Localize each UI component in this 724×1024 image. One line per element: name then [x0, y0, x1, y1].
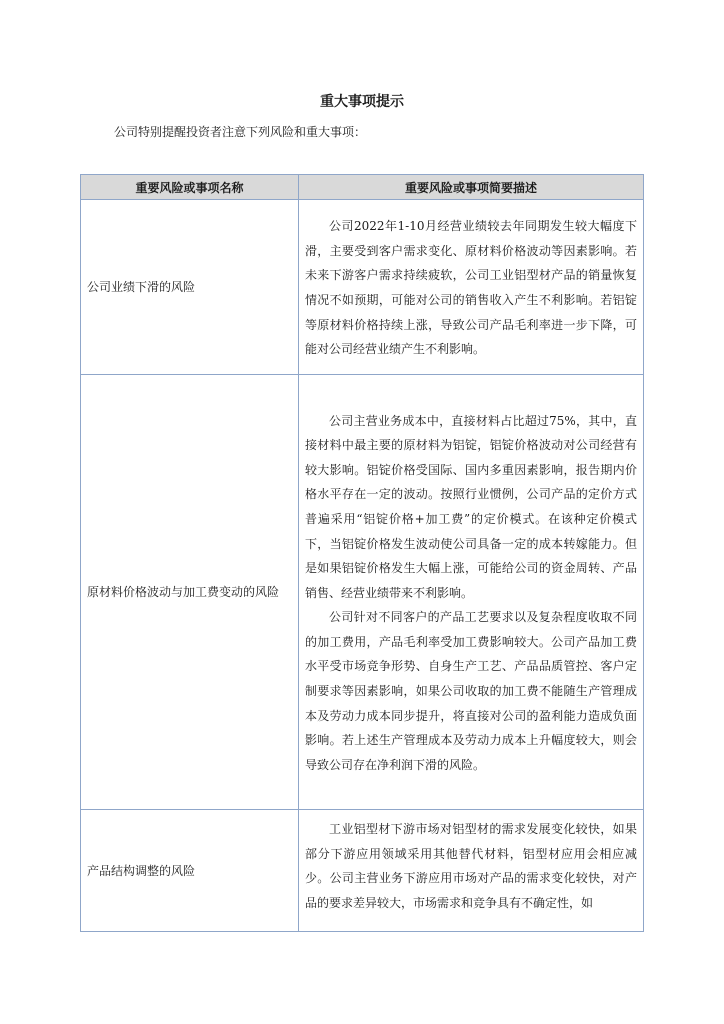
page-title: 重大事项提示 — [320, 94, 404, 110]
risk-name-cell: 原材料价格波动与加工费变动的风险 — [81, 375, 299, 810]
risk-name-cell: 公司业绩下滑的风险 — [81, 200, 299, 375]
table-row — [81, 200, 644, 375]
risk-description-cell — [299, 200, 644, 375]
description-paragraph: 公司主营业务成本中，直接材料占比超过75%，其中，直接材料中最主要的原材料为铝锭，铝锭价格波动对公司经营有较大影响。铝锭价格受国际、国内多重因素影响，报告期内价格水平存在一定的波动。按照行业惯例，公司产品的定价方式普遍采用“铝锭价格+加工费”的定价模式。在该种定价模式下，当铝锭价格发生波动使公司具备一定的成本转嫁能力。但是如果铝锭价格发生大幅上涨，可能给公司的资金周转、产品销售、经营业绩带来不利影响。 — [305, 413, 637, 600]
risk-name-cell: 产品结构调整的风险 — [81, 810, 299, 932]
description-paragraph: 公司2022年1-10月经营业绩较去年同期发生较大幅度下滑，主要受到客户需求变化、原材料价格波动等因素影响。若未来下游客户需求持续疲软，公司工业铝型材产品的销量恢复情况不如预期，可能对公司的销售收入产生不利影响。若铝锭等原材料价格持续上涨，导致公司产品毛利率进一步下降，可能对公司经营业绩产生不利影响。 — [305, 219, 637, 357]
table-row — [81, 375, 644, 810]
description-paragraph: 工业铝型材下游市场对铝型材的需求发展变化较快，如果部分下游应用领域采用其他替代材料，铝型材应用会相应减少。公司主营业务下游应用市场对产品的需求变化较快，对产品的要求差异较大，市场需求和竞争具有不确定性，如 — [305, 822, 637, 910]
intro-text: 公司特别提醒投资者注意下列风险和重大事项： — [114, 125, 367, 139]
table-header-row — [81, 175, 644, 200]
risk-table — [80, 174, 644, 932]
description-paragraph: 公司针对不同客户的产品工艺要求以及复杂程度收取不同的加工费用，产品毛利率受加工费影响较大。公司产品加工费水平受市场竞争形势、自身生产工艺、产品品质管控、客户定制要求等因素影响，如果公司收取的加工费不能随生产管理成本及劳动力成本同步提升，将直接对公司的盈利能力造成负面影响。若上述生产管理成本及劳动力成本上升幅度较大，则会导致公司存在净利润下滑的风险。 — [305, 610, 637, 772]
risk-description-cell — [299, 375, 644, 810]
risk-description-cell — [299, 810, 644, 932]
header-risk-description: 重要风险或事项简要描述 — [299, 175, 644, 200]
table-row — [81, 810, 644, 932]
header-risk-name: 重要风险或事项名称 — [81, 175, 299, 200]
description-clip — [305, 817, 637, 926]
